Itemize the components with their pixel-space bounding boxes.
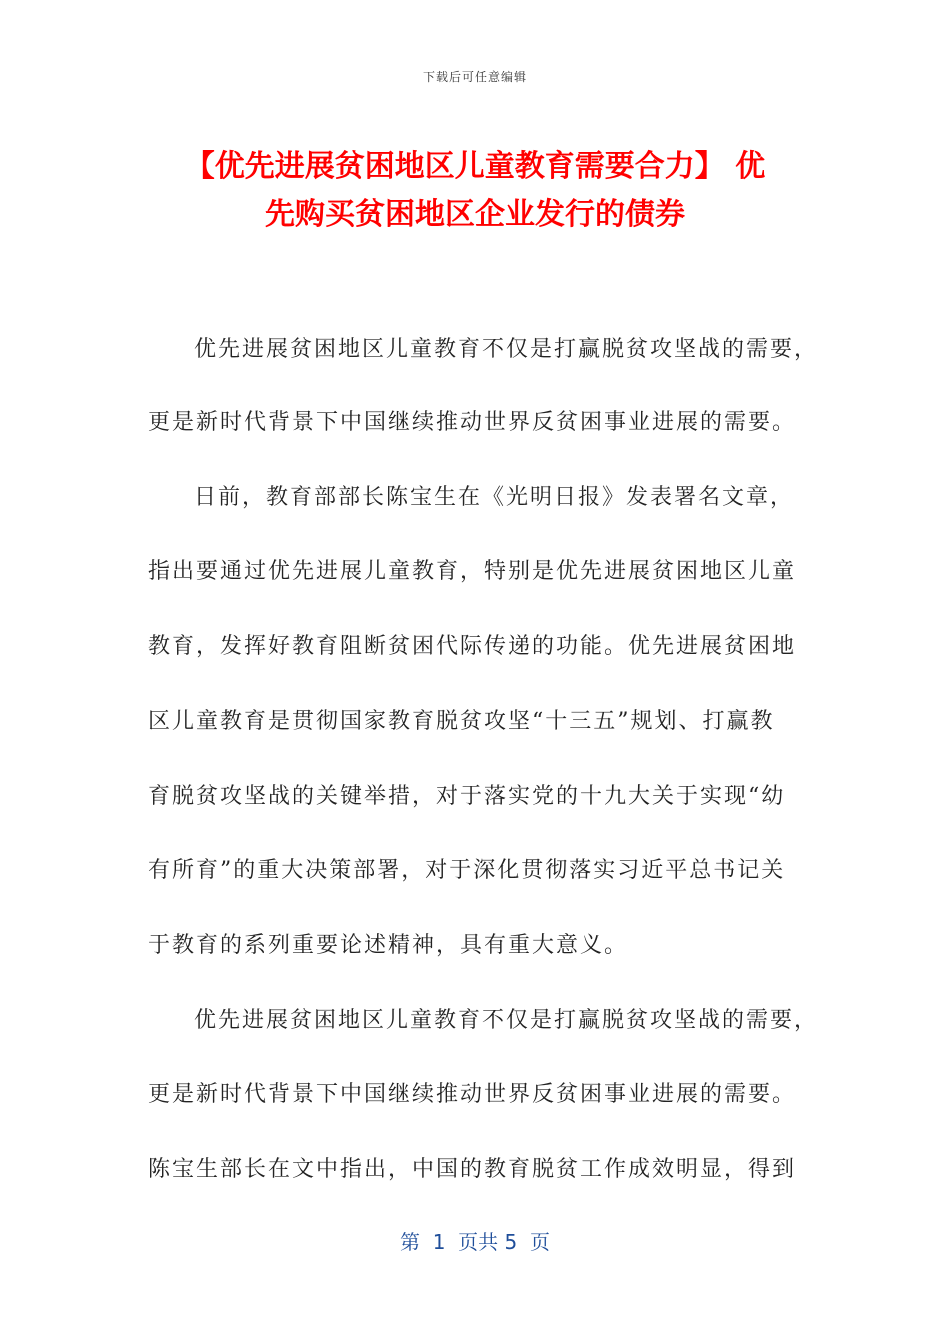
title-line-2: 先购买贫困地区企业发行的债券	[265, 197, 685, 232]
paragraph-line: 更是新时代背景下中国继续推动世界反贫困事业进展的需要。	[148, 410, 797, 435]
paragraph-line: 优先进展贫困地区儿童教育不仅是打赢脱贫攻坚战的需要，	[194, 337, 819, 362]
paragraph-line: 于教育的系列重要论述精神，具有重大意义。	[148, 933, 629, 958]
paragraph-line: 指出要通过优先进展儿童教育，特别是优先进展贫困地区儿童	[148, 559, 797, 584]
paragraph-line: 更是新时代背景下中国继续推动世界反贫困事业进展的需要。	[148, 1082, 797, 1107]
paragraph-line: 优先进展贫困地区儿童教育不仅是打赢脱贫攻坚战的需要，	[194, 1008, 819, 1033]
document-title	[140, 143, 810, 239]
paragraph-line: 育脱贫攻坚战的关键举措，对于落实党的十九大关于实现“幼	[148, 784, 786, 809]
paragraph-line: 教育，发挥好教育阻断贫困代际传递的功能。优先进展贫困地	[148, 634, 797, 659]
title-line-1: 【优先进展贫困地区儿童教育需要合力】 优	[184, 149, 766, 184]
paragraph-line: 有所育”的重大决策部署，对于深化贯彻落实习近平总书记关	[148, 858, 786, 883]
page-footer: 第 1 页共 5 页	[400, 1230, 550, 1254]
paragraph-line: 日前，教育部部长陈宝生在《光明日报》发表署名文章，	[194, 485, 795, 510]
paragraph-line: 区儿童教育是贯彻国家教育脱贫攻坚“十三五”规划、打赢教	[148, 709, 775, 734]
header-note: 下载后可任意编辑	[422, 70, 527, 84]
paragraph-line: 陈宝生部长在文中指出，中国的教育脱贫工作成效明显，得到	[148, 1157, 797, 1182]
